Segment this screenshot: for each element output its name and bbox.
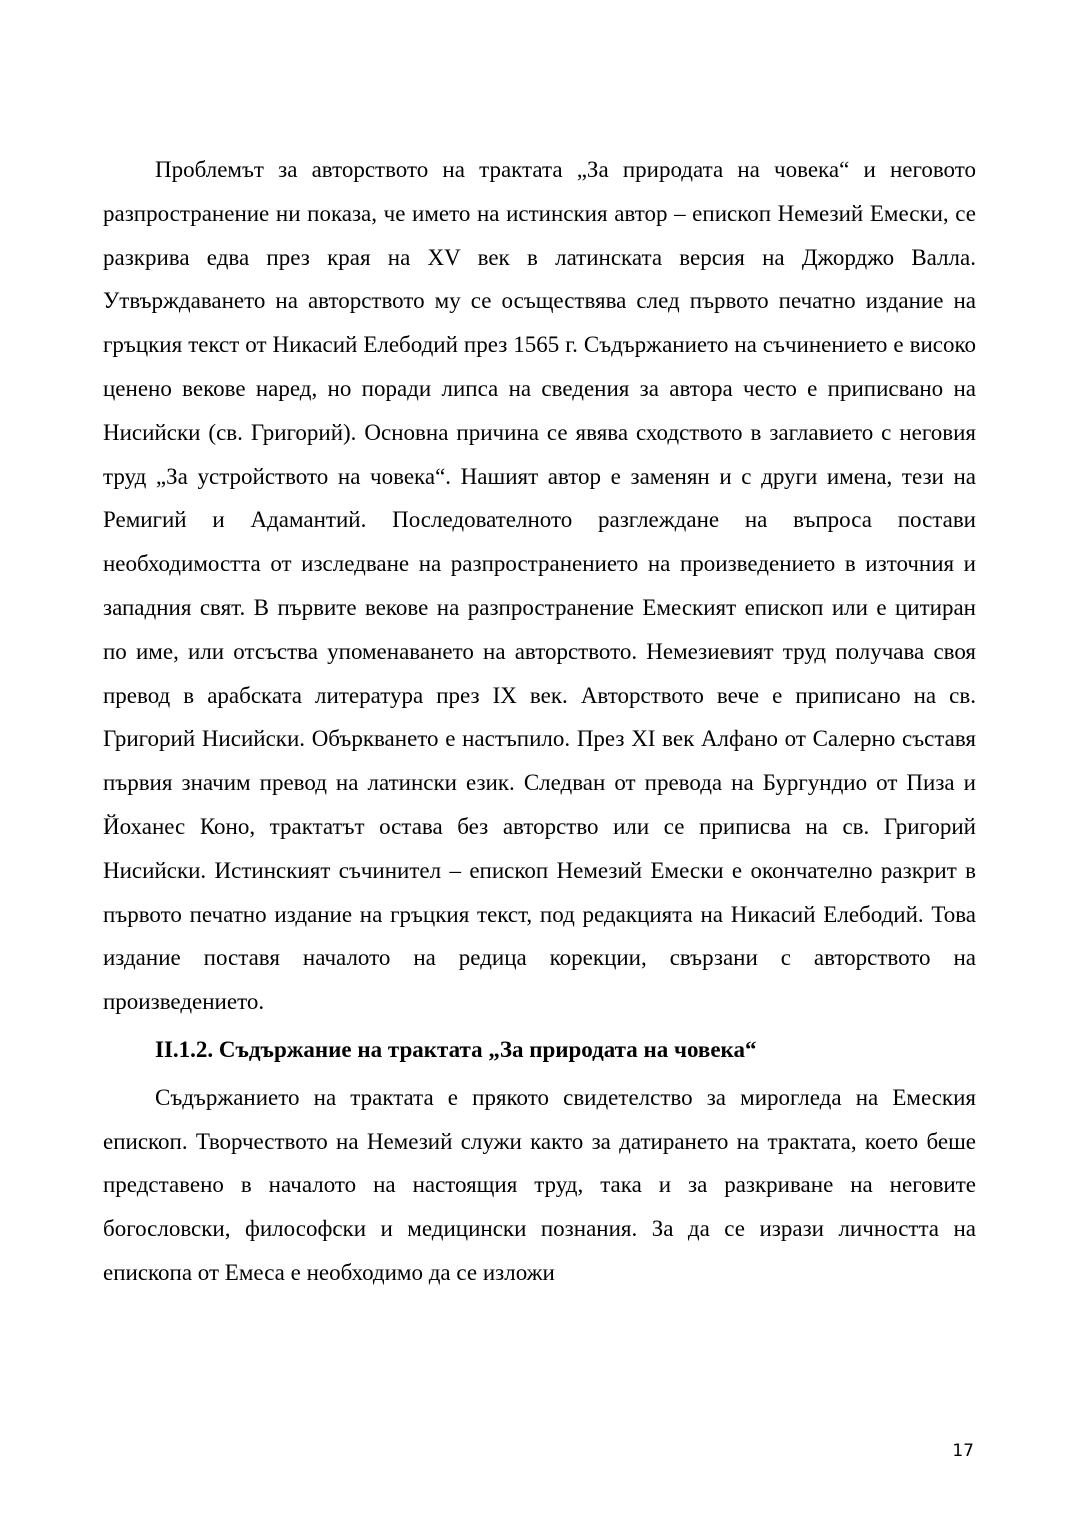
page-number: 17 xyxy=(952,1441,974,1461)
page-body xyxy=(103,148,976,1295)
body-paragraph-content: Съдържанието на трактата е прякото свидетелство за мирогледа на Емеския епископ. Творчеството на Немезий служи както за датирането на трактата, което беше представено в началото на настоящия труд, така и за разкриване на неговите богословски, философски и медицински познания. За да се изрази личността на епископа от Емеса е необходимо да се изложи xyxy=(103,1084,976,1285)
body-paragraph-authorship: Проблемът за авторството на трактата „За природата на човека“ и неговото разпространение ни показа, че името на истинския автор – епископ Немезий Емески, се разкрива едва през края на XV век в латинската версия на Джорджо Валла. Утвърждаването на авторството му се осъществява след първото печатно издание на гръцкия текст от Никасий Елебодий през 1565 г. Съдържанието на съчинението е високо ценено векове наред, но поради липса на сведения за автора често е приписвано на Нисийски (св. Григорий). Основна причина се явява сходството в заглавието с неговия труд „За устройството на човека“. Нашият автор е заменян и с други имена, тези на Ремигий и Адамантий. Последователното разглеждане на въпроса постави необходимостта от изследване на разпространението на произведението в източния и западния свят. В първите векове на разпространение Емеският епископ или е цитиран по име, или отсъства упоменаването на авторството. Немезиевият труд получава своя превод в арабската литература през IX век. Авторството вече е приписано на св. Григорий Нисийски. Объркването е настъпило. През XI век Алфано от Салерно съставя първия значим превод на латински език. Следван от превода на Бургундио от Пиза и Йоханес Коно, трактатът остава без авторство или се приписва на св. Григорий Нисийски. Истинският съчинител – епископ Немезий Емески е окончателно разкрит в първото печатно издание на гръцкия текст, под редакцията на Никасий Елебодий. Това издание поставя началото на редица корекции, свързани с авторството на произведението. xyxy=(103,157,976,1015)
section-heading: II.1.2. Съдържание на трактата „За природата на човека“ xyxy=(155,1036,757,1062)
